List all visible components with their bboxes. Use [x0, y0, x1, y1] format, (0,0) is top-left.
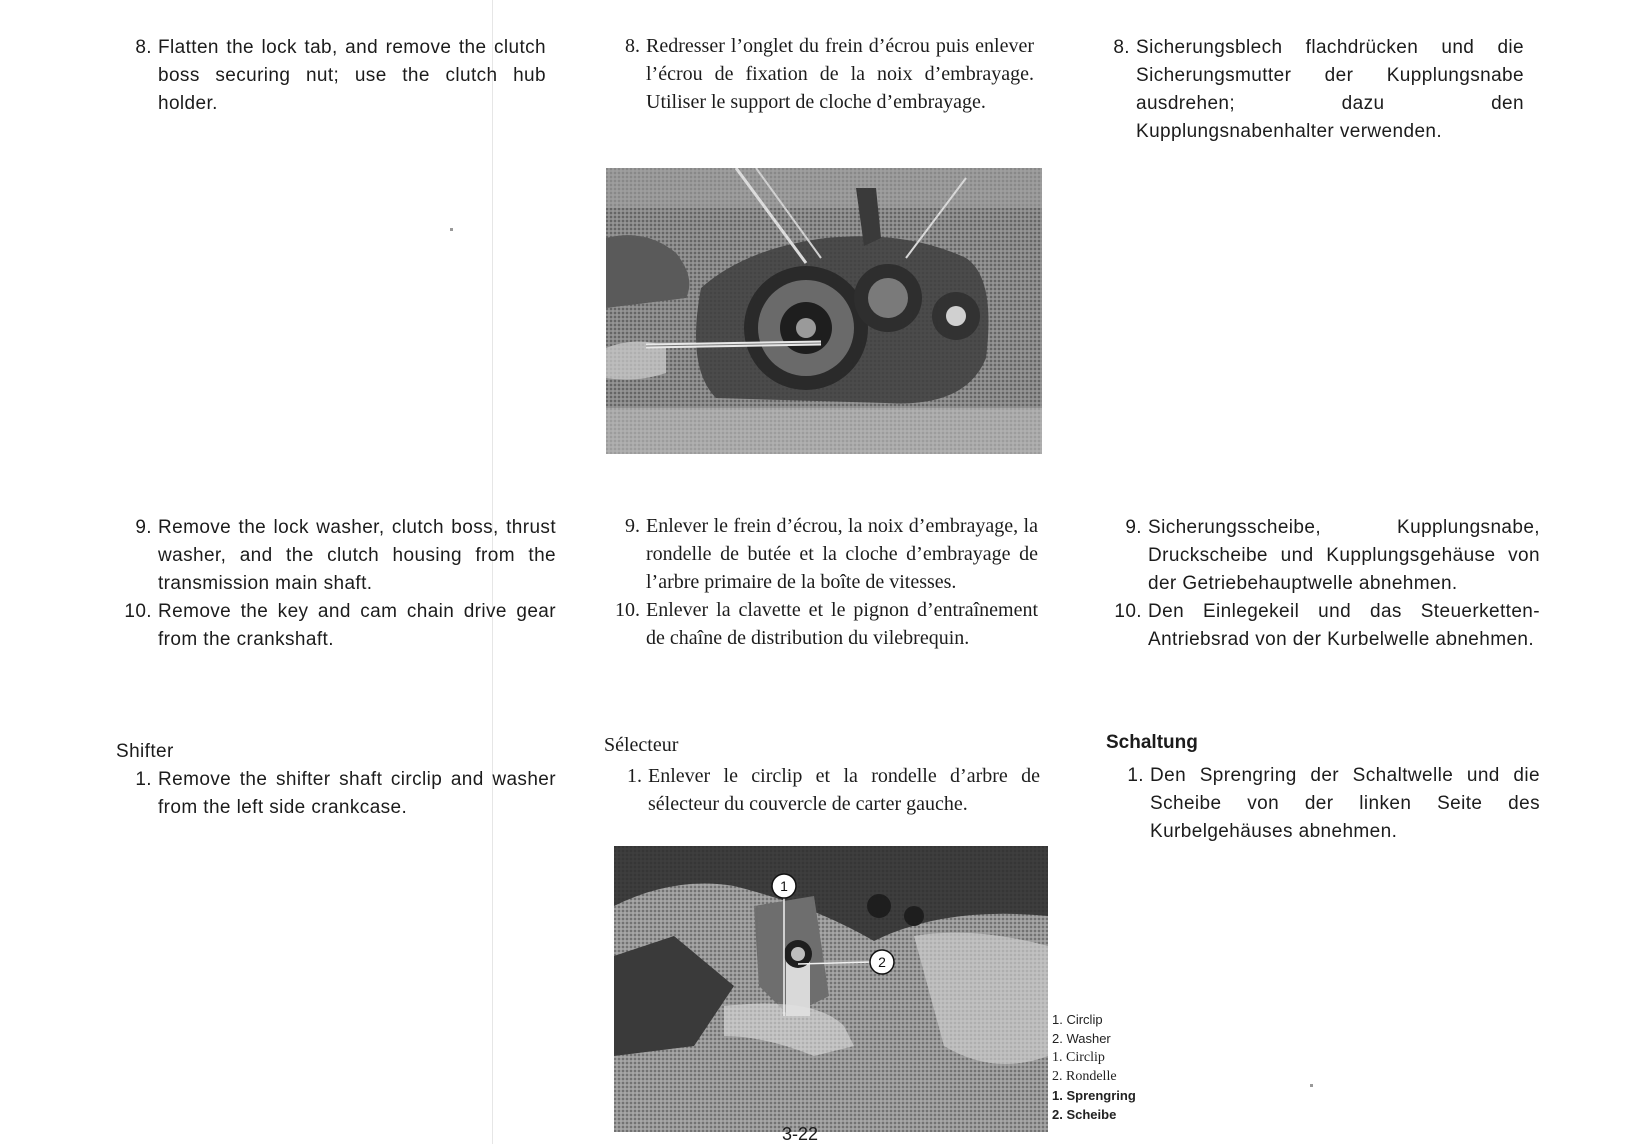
step-number: 9. — [135, 517, 152, 538]
step-number: 9. — [1125, 517, 1142, 538]
step-text: Sicherungsscheibe, Kupplungsnabe, Druckscheibe und Kupplungsgehäuse von der Getriebehauptwelle abnehmen. — [1148, 517, 1540, 594]
legend-de-item-1: 1. Sprengring — [1052, 1088, 1136, 1103]
page-number: 3-22 — [781, 1124, 819, 1144]
step-number: 10. — [615, 599, 640, 621]
figure-legend — [1052, 1010, 1136, 1124]
step-text: Sicherungsblech flachdrücken und die Sicherungsmutter der Kupplungsnabe ausdrehen; dazu den Kupplungsnabenhalter verwenden. — [1136, 37, 1524, 142]
legend-german — [1052, 1086, 1136, 1124]
step-text: Remove the lock washer, clutch boss, thrust washer, and the clutch housing from the transmission main shaft. — [158, 517, 556, 594]
en-step-8 — [118, 34, 546, 118]
de-shifter-heading — [1106, 732, 1198, 754]
legend-fr-item-1: 1. Circlip — [1052, 1050, 1105, 1065]
step-number: 8. — [1113, 37, 1130, 58]
callout-1-label: 1 — [780, 878, 788, 894]
legend-en-item-1: 1. Circlip — [1052, 1012, 1103, 1027]
step-text: Redresser l’onglet du frein d’écrou puis enlever l’écrou de fixation de la noix d’embrayage. Utiliser le support de cloche d’embrayage. — [646, 35, 1034, 113]
step-number: 1. — [1127, 765, 1144, 786]
section-heading: Shifter — [116, 741, 174, 762]
scan-speck — [450, 228, 453, 231]
legend-fr-item-2: 2. Rondelle — [1052, 1069, 1117, 1084]
fr-shifter-heading — [604, 734, 678, 757]
de-step-8 — [1096, 34, 1524, 146]
legend-en-item-2: 2. Washer — [1052, 1031, 1111, 1046]
legend-french — [1052, 1048, 1136, 1086]
step-number: 8. — [135, 37, 152, 58]
section-heading: Schaltung — [1106, 732, 1198, 753]
scan-speck — [1310, 1084, 1313, 1087]
step-number: 10. — [124, 601, 152, 622]
step-number: 1. — [135, 769, 152, 790]
callout-2-label: 2 — [878, 954, 886, 970]
step-text: Flatten the lock tab, and remove the clutch boss securing nut; use the clutch hub holder. — [158, 37, 546, 114]
fr-step-8 — [606, 32, 1034, 116]
step-number: 9. — [625, 515, 640, 537]
step-number: 1. — [627, 765, 642, 787]
en-steps-9-10 — [118, 514, 556, 654]
step-text: Enlever le frein d’écrou, la noix d’embrayage, la rondelle de butée et la cloche d’embrayage de l’arbre primaire de la boîte de vitesses. — [646, 515, 1038, 593]
en-shifter-step-1 — [118, 766, 556, 822]
fr-steps-9-10 — [606, 512, 1038, 652]
clutch-removal-photo — [606, 168, 1042, 454]
step-text: Remove the key and cam chain drive gear from the crankshaft. — [158, 601, 556, 650]
en-shifter-heading — [116, 738, 174, 766]
de-steps-9-10 — [1108, 514, 1540, 654]
fr-shifter-step-1 — [608, 762, 1040, 818]
shifter-circlip-photo — [614, 846, 1048, 1132]
step-text: Den Einlegekeil und das Steuerketten-Antriebsrad von der Kurbelwelle abnehmen. — [1148, 601, 1540, 650]
de-shifter-step-1 — [1110, 762, 1540, 846]
legend-english — [1052, 1010, 1136, 1048]
section-heading: Sélecteur — [604, 734, 679, 756]
clutch-removal-illustration — [606, 168, 1042, 454]
step-number: 8. — [625, 35, 640, 57]
shifter-circlip-illustration — [614, 846, 1048, 1132]
step-text: Enlever la clavette et le pignon d’entraînement de chaîne de distribution du vilebrequin. — [646, 599, 1038, 649]
step-number: 10. — [1114, 601, 1142, 622]
step-text: Enlever le circlip et la rondelle d’arbre de sélecteur du couvercle de carter gauche. — [648, 765, 1040, 815]
step-text: Remove the shifter shaft circlip and washer from the left side crankcase. — [158, 769, 556, 818]
step-text: Den Sprengring der Schaltwelle und die Scheibe von der linken Seite des Kurbelgehäuses abnehmen. — [1150, 765, 1540, 842]
legend-de-item-2: 2. Scheibe — [1052, 1107, 1117, 1122]
